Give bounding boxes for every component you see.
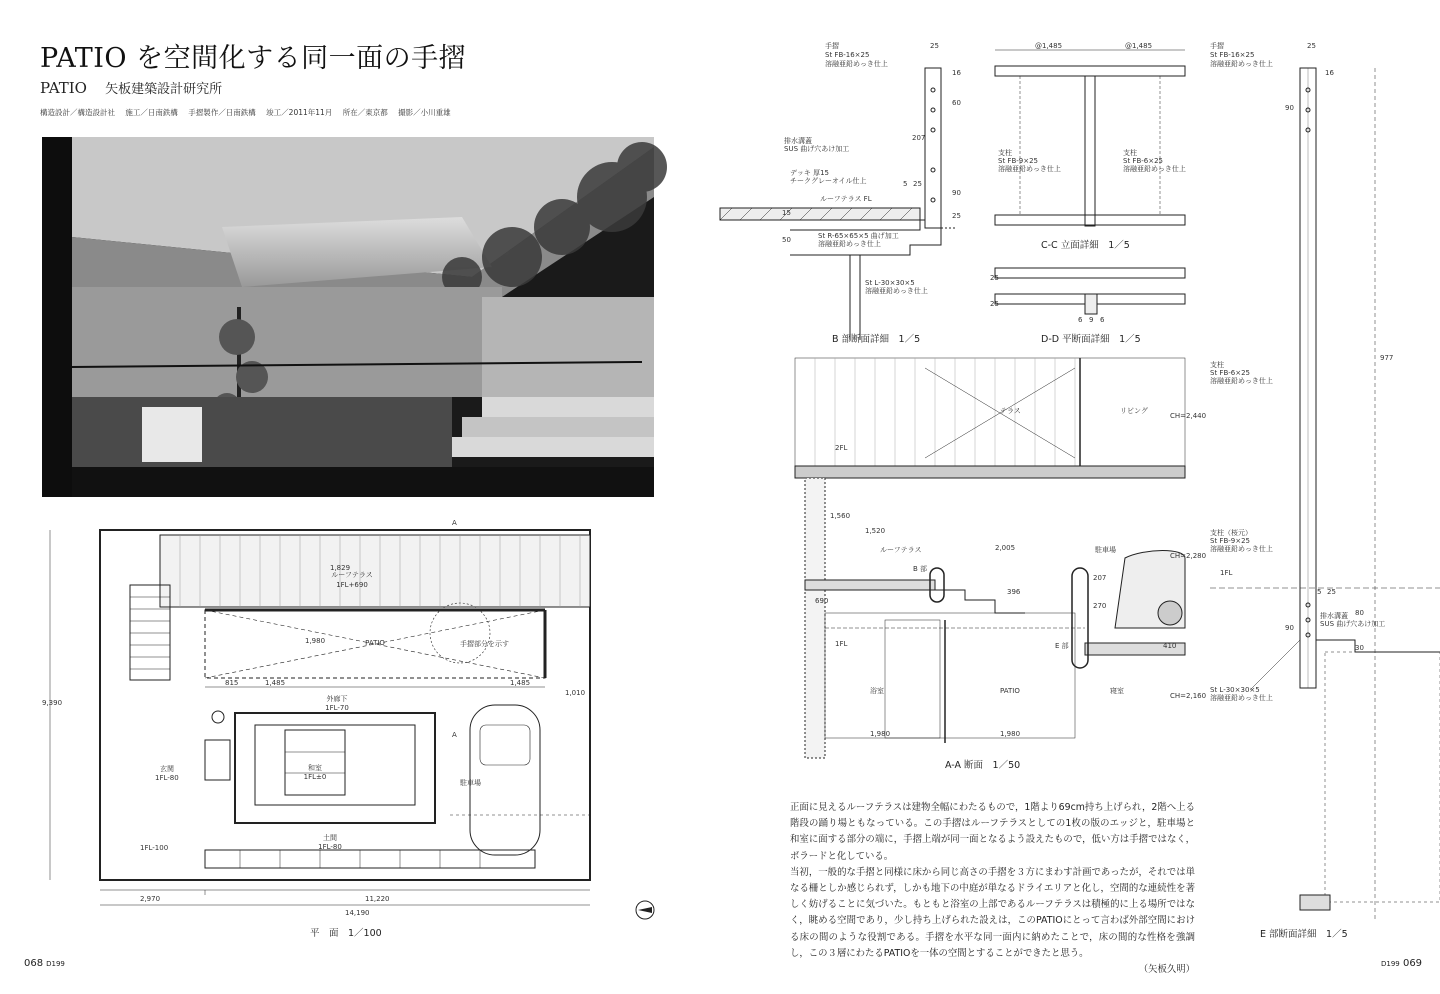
b-note-galv2: 溶融亜鉛めっき仕上	[818, 240, 881, 248]
b-detail-drawing	[720, 40, 970, 340]
e-dim-30: 30	[1355, 644, 1364, 652]
north-arrow-icon	[636, 901, 654, 919]
aa-roof-terrace: ルーフテラス	[880, 546, 922, 554]
b-note-deck: デッキ 厚15	[790, 169, 829, 177]
aa-dim-1980b: 1,980	[1000, 730, 1021, 738]
e-dim-80: 80	[1355, 609, 1364, 617]
article-paragraph-2: 当初，一般的な手摺と同様に床から同じ高さの手摺を３方にまわす計画であったが，それでは単なる柵としか感じられず，しかも地下の中庭が単なるドライエリアと化し，空間的な連続性を著しく妨げることに気づいた。もともと浴室の上部であるルーフテラスは積極的に上る場所ではなく，眺める空間であり，少し持ち上げられた設えは，このPATIOにとって言わば外部空間における床の間のような役割である。手摺を水平な同一面内に納めたことで，床の間的な性格を強調し，この３層にわたるPATIOを一体の空間とすることができたと思う。	[790, 866, 1195, 959]
e-dim-977: 977	[1380, 354, 1394, 362]
b-note-r65: St R-65×65×5 曲げ加工	[818, 232, 899, 240]
plan-dim-815: 815	[225, 679, 239, 687]
b-note-handrail: 手摺	[825, 42, 839, 50]
folio-left-number: 068	[24, 958, 44, 969]
credit-photo: 撮影／小川重雄	[398, 108, 451, 117]
aa-section-drawing	[785, 358, 1207, 753]
b-note-drain: 排水溝蓋	[784, 137, 812, 145]
e-note-galv3: 溶融亜鉛めっき仕上	[1210, 545, 1273, 553]
b-note-teak: チークグレーオイル仕上	[790, 177, 867, 185]
e-note-1fl: 1FL	[1220, 569, 1233, 577]
e-note-drain: 排水溝蓋	[1320, 612, 1348, 620]
credit-construction: 施工／日南鉄構	[125, 108, 178, 117]
subtitle-architect: 矢板建築設計研究所	[105, 82, 223, 97]
cc-detail-caption: C-C 立面詳細 1／5	[1041, 240, 1130, 251]
article-body	[790, 800, 1195, 978]
e-note-post: 支柱	[1210, 361, 1224, 369]
b-note-roof-fl: ルーフテラス FL	[820, 195, 872, 203]
aa-dim-1980a: 1,980	[870, 730, 891, 738]
dd-detail-caption: D-D 平断面詳細 1／5	[1041, 334, 1141, 345]
e-dim-25b: 25	[1327, 588, 1336, 596]
e-dim-90a: 90	[1285, 104, 1294, 112]
credit-location: 所在／東京都	[342, 108, 388, 117]
b-note-sus: SUS 曲げ穴あけ加工	[784, 145, 850, 153]
cc-detail-drawing	[990, 40, 1190, 240]
credits	[40, 107, 459, 118]
aa-parking: 駐車場	[1095, 546, 1116, 554]
b-detail-caption: B 部断面詳細 1／5	[832, 334, 921, 345]
b-dim-25c: 25	[952, 212, 961, 220]
e-note-galv4: 溶融亜鉛めっき仕上	[1210, 694, 1273, 702]
e-dim-90b: 90	[1285, 624, 1294, 632]
plan-dim-1485a: 1,485	[265, 679, 286, 687]
aa-dim-396: 396	[1007, 588, 1021, 596]
article-paragraph-1: 正面に見えるルーフテラスは建物全幅にわたるもので，1階より69cm持ち上げられ，2階へ上る階段の踊り場ともなっている。この手摺はルーフテラスとしての1枚の版のエッジと，駐車場と和室に面する部分の端に，手摺上端が同一面となるよう設えたもので，低い方は手摺ではなく，ボラードと化している。	[790, 802, 1195, 862]
e-note-galv1: 溶融亜鉛めっき仕上	[1210, 60, 1273, 68]
aa-dim-270: 270	[1093, 602, 1107, 610]
aa-bath: 浴室	[870, 687, 884, 695]
e-note-fb6: St FB-6×25	[1210, 369, 1250, 377]
plan-doma-level: 1FL-80	[318, 843, 342, 851]
aa-ch-2280: CH=2,280	[1170, 552, 1207, 560]
b-dim-60: 60	[952, 99, 961, 107]
plan-dim-11220: 11,220	[365, 895, 390, 903]
floor-plan-drawing	[40, 515, 660, 935]
e-note-l30: St L-30×30×5	[1210, 686, 1260, 694]
patio-photo	[42, 137, 654, 497]
plan-dim-1485b: 1,485	[510, 679, 531, 687]
folio-right-number: 069	[1402, 958, 1423, 969]
plan-dim-9390: 9,390	[42, 699, 63, 707]
aa-dim-2005: 2,005	[995, 544, 1016, 552]
dd-dim-25a: 25	[990, 274, 999, 282]
plan-patio: PATIO	[365, 639, 385, 647]
e-dim-5: 5	[1317, 588, 1322, 596]
aa-b-part: B 部	[913, 565, 928, 573]
subtitle	[40, 78, 222, 97]
aa-dim-690: 690	[815, 597, 829, 605]
aa-ch-2160: CH=2,160	[1170, 692, 1207, 700]
b-dim-90: 90	[952, 189, 961, 197]
page-title: PATIO を空間化する同一面の手摺	[40, 43, 467, 74]
b-dim-207: 207	[912, 134, 926, 142]
e-detail-caption: E 部断面詳細 1／5	[1260, 929, 1348, 940]
dd-dim-25b: 25	[990, 300, 999, 308]
aa-1fl: 1FL	[835, 640, 848, 648]
plan-section-mark-mid: A	[452, 731, 457, 739]
plan-outer-corridor: 外廊下	[326, 695, 348, 703]
b-note-fb16: St FB-16×25	[825, 51, 870, 59]
aa-dim-207: 207	[1093, 574, 1107, 582]
folio-left-issue: D199	[46, 960, 65, 968]
e-note-galv2: 溶融亜鉛めっき仕上	[1210, 377, 1273, 385]
aa-dim-1560: 1,560	[830, 512, 851, 520]
plan-japanese-room-level: 1FL±0	[303, 773, 327, 781]
e-note-fb16: St FB-16×25	[1210, 51, 1255, 59]
e-note-handrail: 手摺	[1210, 42, 1224, 50]
article-signature: （矢板久明）	[1138, 964, 1195, 976]
cc-note-fb9: St FB-9×25	[998, 157, 1038, 165]
cc-dim-a: @1,485	[1035, 42, 1063, 50]
credit-completion: 竣工／2011年11月	[266, 108, 333, 117]
plan-entrance: 玄関	[160, 765, 174, 773]
b-dim-50: 50	[782, 236, 791, 244]
aa-terrace: テラス	[1000, 407, 1021, 415]
plan-dim-2970: 2,970	[140, 895, 161, 903]
e-detail-drawing	[1205, 40, 1440, 920]
b-note-galv1: 溶融亜鉛めっき仕上	[825, 60, 888, 68]
e-dim-16: 16	[1325, 69, 1334, 77]
cc-note-fb6: St FB-6×25	[1123, 157, 1163, 165]
dd-dim-6b: 6	[1100, 316, 1105, 324]
plan-roof-terrace: ルーフテラス	[331, 571, 373, 579]
aa-bedroom: 寝室	[1110, 687, 1124, 695]
b-note-l30: St L-30×30×5	[865, 279, 915, 287]
folio-right	[1378, 958, 1422, 969]
aa-patio: PATIO	[1000, 687, 1020, 695]
cc-note-post-a: 支柱	[998, 149, 1012, 157]
aa-e-part: E 部	[1055, 642, 1069, 650]
plan-dim-1980: 1,980	[305, 637, 326, 645]
dd-detail-drawing	[990, 262, 1190, 324]
plan-parking: 駐車場	[460, 779, 481, 787]
dd-dim-6a: 6	[1078, 316, 1083, 324]
credit-structure: 構造設計／構造設計社	[40, 108, 115, 117]
e-note-fb9: St FB-9×25	[1210, 537, 1250, 545]
folio-left	[24, 958, 65, 969]
plan-dim-14190: 14,190	[345, 909, 370, 917]
b-dim-5: 5	[903, 180, 908, 188]
cc-note-galv-b: 溶融亜鉛めっき仕上	[1123, 165, 1186, 173]
plan-japanese-room: 和室	[308, 764, 322, 772]
b-dim-25: 25	[930, 42, 939, 50]
b-note-galv3: 溶融亜鉛めっき仕上	[865, 287, 928, 295]
subtitle-project: PATIO	[40, 79, 87, 97]
plan-roof-terrace-level: 1FL+690	[336, 581, 368, 589]
plan-handrail-note: 手摺部分を示す	[460, 640, 509, 648]
aa-ch-2440: CH=2,440	[1170, 412, 1207, 420]
plan-doma: 土間	[323, 834, 337, 842]
aa-dim-410: 410	[1163, 642, 1177, 650]
plan-caption: 平 面 1／100	[310, 928, 382, 939]
plan-level-minus100: 1FL-100	[140, 844, 169, 852]
cc-dim-b: @1,485	[1125, 42, 1153, 50]
plan-section-mark-top: A	[452, 519, 457, 527]
plan-dim-1010: 1,010	[565, 689, 586, 697]
aa-2fl: 2FL	[835, 444, 848, 452]
b-dim-16: 16	[952, 69, 961, 77]
aa-dim-1520: 1,520	[865, 527, 886, 535]
cc-note-post-b: 支柱	[1123, 149, 1137, 157]
plan-outer-corridor-level: 1FL-70	[325, 704, 349, 712]
aa-living: リビング	[1120, 407, 1148, 415]
folio-right-issue: D199	[1381, 960, 1400, 968]
e-note-post-sakura: 支柱（桜元）	[1210, 529, 1252, 537]
b-dim-15: 15	[782, 209, 791, 217]
aa-section-caption: A-A 断面 1／50	[945, 760, 1021, 771]
dd-dim-9: 9	[1089, 316, 1094, 324]
plan-dim-1829: 1,829	[330, 564, 351, 572]
e-dim-25: 25	[1307, 42, 1316, 50]
b-dim-25b: 25	[913, 180, 922, 188]
credit-handrail: 手摺製作／日南鉄構	[188, 108, 256, 117]
e-note-sus: SUS 曲げ穴あけ加工	[1320, 620, 1386, 628]
cc-note-galv-a: 溶融亜鉛めっき仕上	[998, 165, 1061, 173]
plan-entrance-level: 1FL-80	[155, 774, 179, 782]
